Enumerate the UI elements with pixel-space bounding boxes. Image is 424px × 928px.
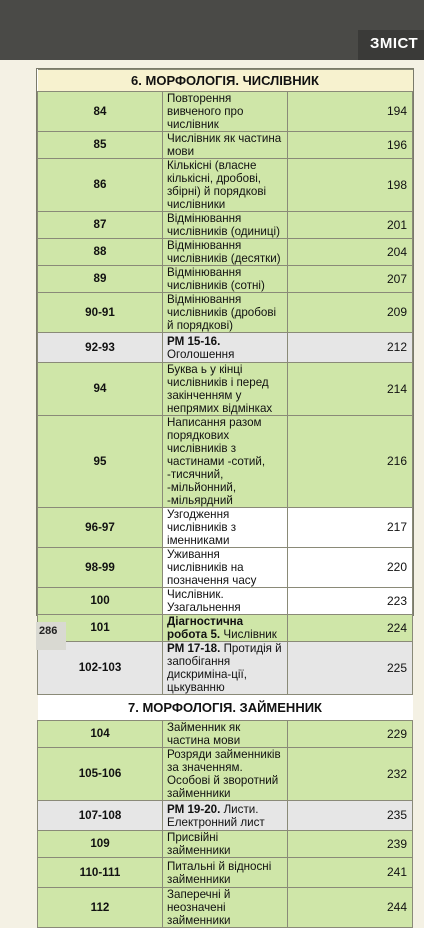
page-number: 225 <box>288 642 413 695</box>
lesson-number: 100 <box>38 588 163 615</box>
lesson-title: Відмінювання числівників (одиниці) <box>163 212 288 239</box>
page-number: 235 <box>288 801 413 831</box>
page-number: 216 <box>288 416 413 508</box>
section-tag <box>358 30 424 60</box>
lesson-number: 104 <box>38 721 163 748</box>
lesson-prefix: РМ 19-20. <box>167 802 221 816</box>
table-row <box>38 293 413 333</box>
page-number: 232 <box>288 748 413 801</box>
page-number: 217 <box>288 508 413 548</box>
page-number: 224 <box>288 615 413 642</box>
lesson-number: 88 <box>38 239 163 266</box>
table-row <box>38 508 413 548</box>
lesson-number: 89 <box>38 266 163 293</box>
table-row <box>38 748 413 801</box>
page-number: 201 <box>288 212 413 239</box>
page-number: 244 <box>288 888 413 928</box>
footer-page-number: 286 <box>39 625 58 637</box>
page-number: 241 <box>288 858 413 888</box>
lesson-number: 109 <box>38 831 163 858</box>
lesson-title: Заперечні й неозначені займенники <box>163 888 288 928</box>
lesson-title: Кількісні (власне кількісні, дробові, збірні) й порядкові числівники <box>163 159 288 212</box>
lesson-number: 96-97 <box>38 508 163 548</box>
lesson-prefix: РМ 17-18. <box>167 642 221 655</box>
table-row <box>38 615 413 642</box>
page-number: 212 <box>288 333 413 363</box>
lesson-title-text: Протидія й запобігання дискриміна-ції, цькуванню <box>167 642 282 694</box>
table-row <box>38 333 413 363</box>
page-number: 239 <box>288 831 413 858</box>
table-row <box>38 801 413 831</box>
table-row <box>38 858 413 888</box>
page-number: 214 <box>288 363 413 416</box>
lesson-number: 98-99 <box>38 548 163 588</box>
table-row <box>38 588 413 615</box>
lesson-title <box>163 333 288 363</box>
page-number-footer <box>36 622 66 650</box>
lesson-number: 107-108 <box>38 801 163 831</box>
table-row <box>38 132 413 159</box>
table-row <box>38 831 413 858</box>
lesson-number: 87 <box>38 212 163 239</box>
lesson-number: 101 <box>38 615 163 642</box>
section-title: 7. МОРФОЛОГІЯ. ЗАЙМЕННИК <box>38 695 413 721</box>
page-number: 196 <box>288 132 413 159</box>
top-banner <box>0 0 424 60</box>
section-tag-label: ЗМІСТ <box>370 35 419 52</box>
lesson-title-text: Оголошення <box>167 347 235 361</box>
lesson-title-text: Листи. Електронний лист <box>167 802 265 829</box>
table-row <box>38 239 413 266</box>
lesson-title: Написання разом порядкових числівників з частинами -сотий, -тисячний, -мільйонний, -мільярдний <box>163 416 288 508</box>
lesson-number: 85 <box>38 132 163 159</box>
table-row <box>38 721 413 748</box>
lesson-number: 86 <box>38 159 163 212</box>
lesson-number: 102-103 <box>38 642 163 695</box>
lesson-title: Узгодження числівників з іменниками <box>163 508 288 548</box>
section-header-row <box>38 70 413 92</box>
contents-table <box>37 69 413 928</box>
lesson-title: Уживання числівників на позначення часу <box>163 548 288 588</box>
lesson-number: 110-111 <box>38 858 163 888</box>
lesson-number: 112 <box>38 888 163 928</box>
lesson-title: Відмінювання числівників (десятки) <box>163 239 288 266</box>
lesson-number: 92-93 <box>38 333 163 363</box>
lesson-title: Повторення вивченого про числівник <box>163 92 288 132</box>
lesson-title: Числівник. Узагальнення <box>163 588 288 615</box>
table-row <box>38 416 413 508</box>
lesson-number: 105-106 <box>38 748 163 801</box>
table-row <box>38 363 413 416</box>
lesson-number: 95 <box>38 416 163 508</box>
lesson-number: 90-91 <box>38 293 163 333</box>
page-number: 209 <box>288 293 413 333</box>
page-number: 198 <box>288 159 413 212</box>
table-row <box>38 548 413 588</box>
page-number: 204 <box>288 239 413 266</box>
lesson-number: 84 <box>38 92 163 132</box>
lesson-title <box>163 615 288 642</box>
lesson-title <box>163 801 288 831</box>
table-row <box>38 642 413 695</box>
table-row <box>38 212 413 239</box>
lesson-title: Буква ь у кінці числівників і перед закінченням у непрямих відмінках <box>163 363 288 416</box>
lesson-title: Розряди займенників за значенням. Особові й зворотний займенники <box>163 748 288 801</box>
lesson-title: Відмінювання числівників (сотні) <box>163 266 288 293</box>
page-number: 229 <box>288 721 413 748</box>
lesson-prefix: Діагностична робота 5. <box>167 615 244 641</box>
table-row <box>38 92 413 132</box>
page-number: 207 <box>288 266 413 293</box>
lesson-prefix: РМ 15-16. <box>167 334 221 348</box>
lesson-title-text: Числівник <box>223 628 277 641</box>
table-row <box>38 159 413 212</box>
lesson-title: Відмінювання числівників (дробові й порядкові) <box>163 293 288 333</box>
lesson-title <box>163 642 288 695</box>
lesson-title: Займенник як частина мови <box>163 721 288 748</box>
page-number: 223 <box>288 588 413 615</box>
page-number: 220 <box>288 548 413 588</box>
section-title: 6. МОРФОЛОГІЯ. ЧИСЛІВНИК <box>38 70 413 92</box>
page-number: 194 <box>288 92 413 132</box>
section-header-row <box>38 695 413 721</box>
lesson-title: Присвійні займенники <box>163 831 288 858</box>
lesson-number: 94 <box>38 363 163 416</box>
lesson-title: Питальні й відносні займенники <box>163 858 288 888</box>
lesson-title: Числівник як частина мови <box>163 132 288 159</box>
table-row <box>38 888 413 928</box>
table-row <box>38 266 413 293</box>
